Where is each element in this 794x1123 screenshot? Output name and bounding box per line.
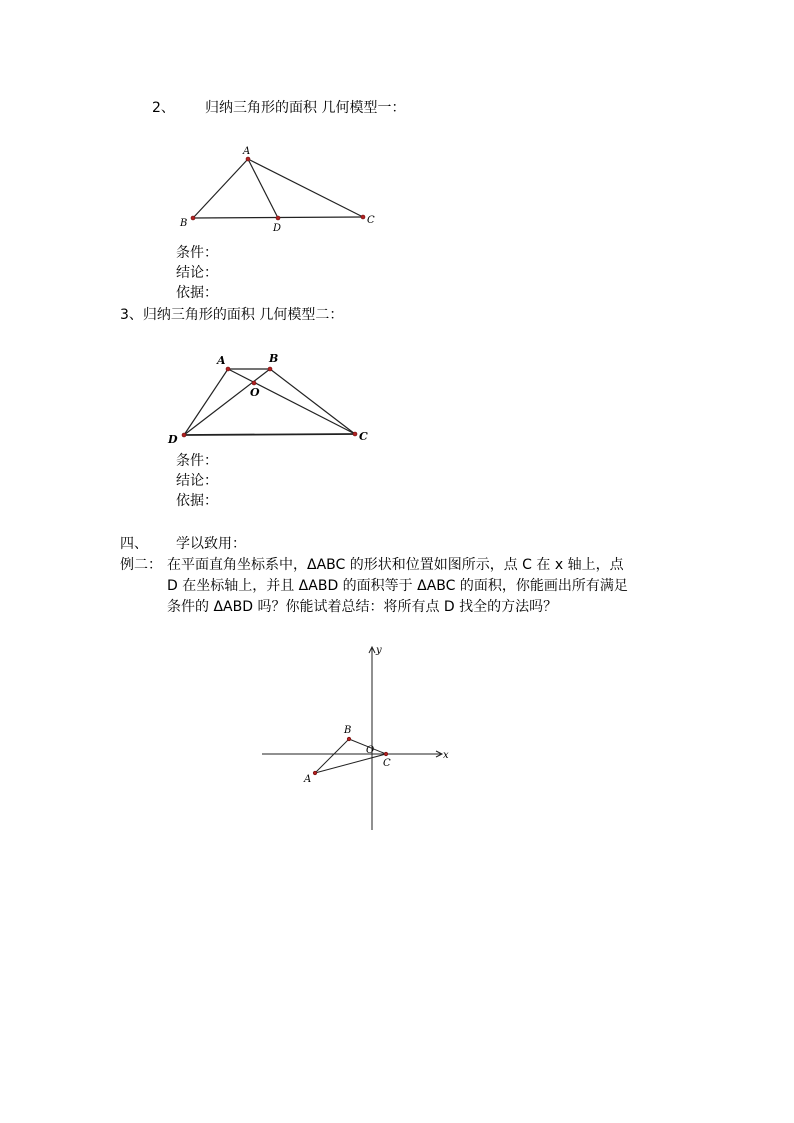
origin-label: O [366, 745, 375, 756]
point-c-label: C [359, 430, 368, 443]
section4-number: 四、 [120, 536, 148, 552]
y-axis-label: y [376, 645, 382, 656]
point-c-label: C [367, 215, 375, 226]
point-c-label: C [383, 758, 391, 769]
section3-condition: 条件： [176, 453, 218, 469]
section2-basis: 依据： [176, 285, 218, 301]
x-axis-label: x [443, 750, 449, 761]
point-a-label: A [243, 146, 251, 157]
example2-line-3: 条件的 ΔABD 吗？你能试着总结：将所有点 D 找全的方法吗？ [167, 599, 558, 615]
point-o-label: O [250, 386, 260, 399]
point-b-label: B [180, 218, 188, 229]
section3-basis: 依据： [176, 493, 218, 509]
point-a-label: A [304, 774, 312, 785]
point-d-label: D [273, 223, 282, 234]
section2-title: 归纳三角形的面积 几何模型一： [205, 100, 406, 116]
point-b-label: B [344, 725, 352, 736]
section2-condition: 条件： [176, 245, 218, 261]
example2-label: 例二： [120, 557, 162, 573]
example2-line-2: D 在坐标轴上，并且 ΔABD 的面积等于 ΔABC 的面积，你能画出所有满足 [167, 578, 628, 594]
point-d-label: D [168, 433, 178, 446]
example2-line-1: 在平面直角坐标系中，ΔABC 的形状和位置如图所示，点 C 在 x 轴上，点 [167, 557, 624, 573]
section2-conclusion: 结论： [176, 265, 218, 281]
section3-conclusion: 结论： [176, 473, 218, 489]
section2-number: 2、 [152, 100, 175, 116]
section4-title: 学以致用： [176, 536, 246, 552]
point-b-label: B [269, 352, 279, 365]
section3-title: 3、归纳三角形的面积 几何模型二： [120, 307, 344, 323]
point-a-label: A [217, 354, 226, 367]
